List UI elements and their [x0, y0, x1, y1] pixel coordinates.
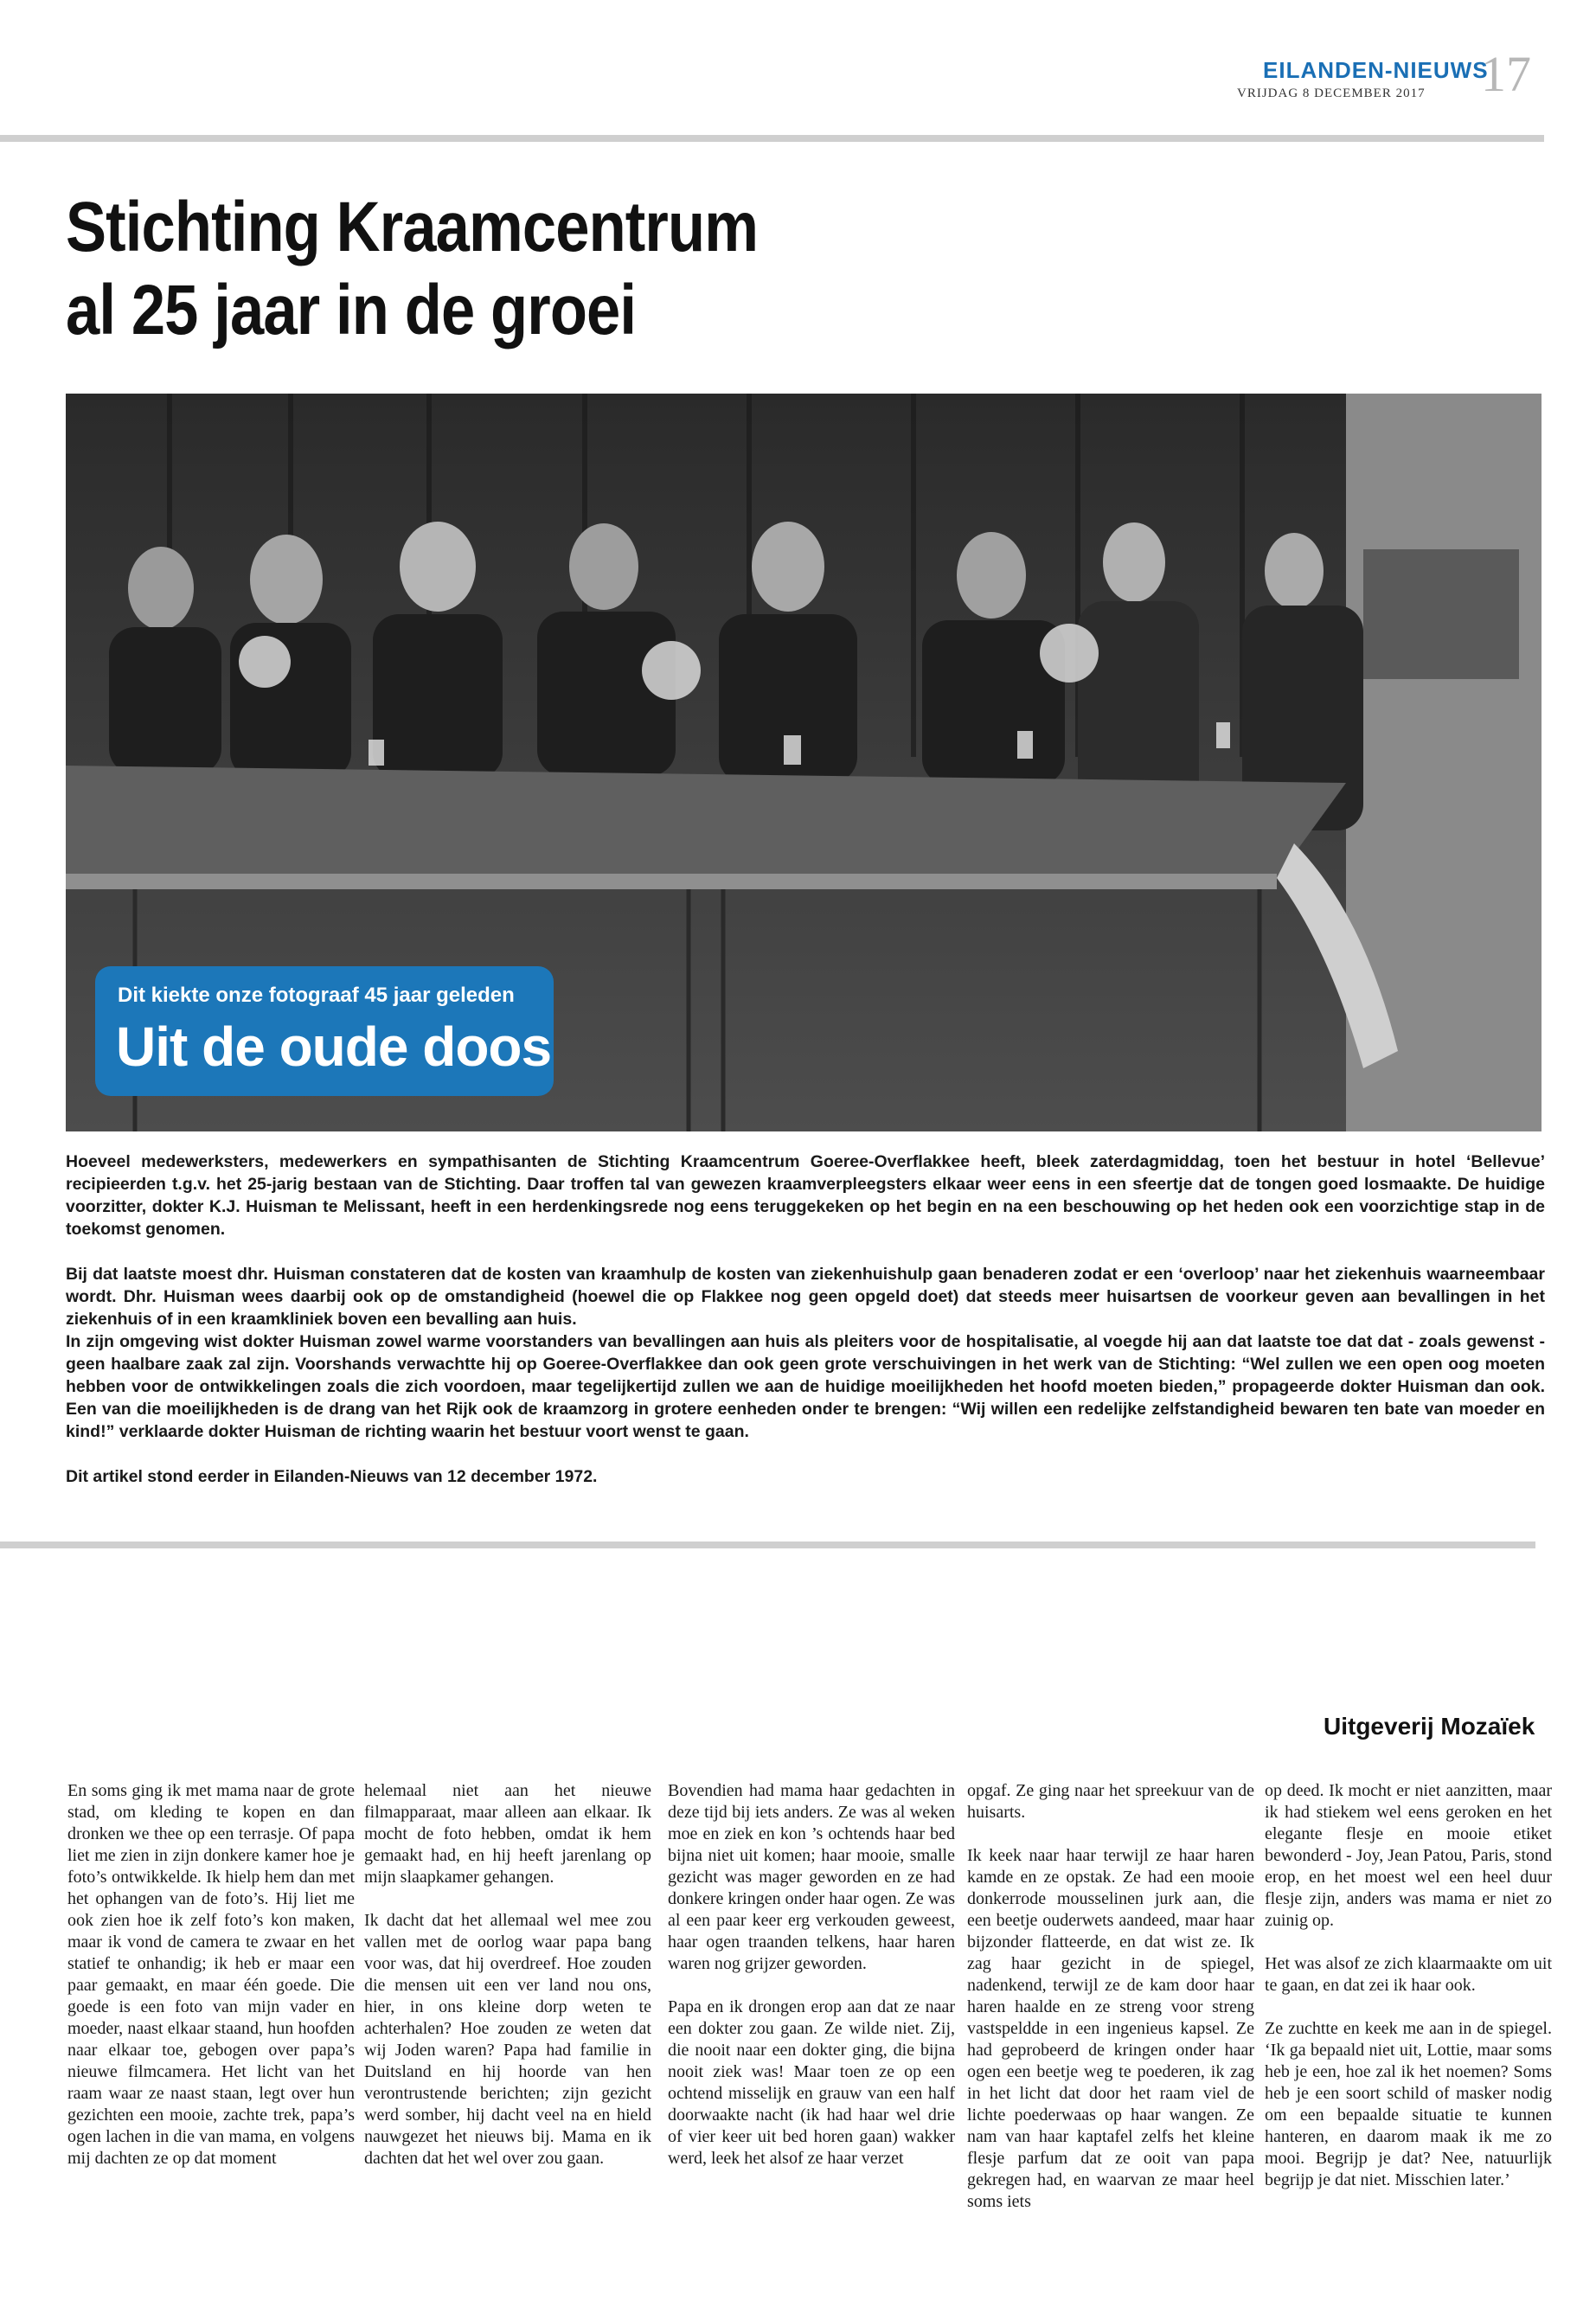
masthead-date: VRIJDAG 8 DECEMBER 2017 — [1237, 87, 1426, 100]
badge-kicker: Dit kiekte onze fotograaf 45 jaar geleden — [118, 984, 515, 1007]
page-number: 17 — [1481, 46, 1531, 102]
publisher-credit: Uitgeverij Mozaïek — [1324, 1713, 1535, 1740]
story-paragraph: Papa en ik drongen erop aan dat ze naar een dokter zou gaan. Ze wilde niet. Zij, die nooit naar een dokter ging, die bijna nooit ziek was! Maar toen ze op een ochtend misselijk en grauw van een half doorwaakte nacht (ik had haar wel drie of vier keer uit bed horen gaan) wakker werd, leek het alsof ze haar verzet — [668, 1997, 955, 2168]
section-rule — [0, 1541, 1535, 1548]
headline-line-1: Stichting Kraamcentrum — [66, 188, 759, 266]
article-paragraph: Hoeveel medewerksters, medewerkers en sympathisanten de Stichting Kraamcentrum Goeree-Overflakkee heeft, bleek zaterdagmiddag, toen het bestuur in hotel ‘Bellevue’ recipieerden t.g.v. het 25-jarig bestaan van de Stichting. Daar troffen tal van gewezen kraamverpleegsters elkaar weer eens in een sfeertje dat de tongen goed losmaakte. De huidige voorzitter, dokter K.J. Huisman te Melissant, heeft in een herdenkingsrede nog eens teruggekeken op het begin en na een beschouwing op het heden ook een voorzichtige stap in de toekomst genomen. — [66, 1152, 1545, 1239]
article-body — [66, 1150, 1545, 1510]
story-paragraph: opgaf. Ze ging naar het spreekuur van de huisarts. — [967, 1781, 1254, 1822]
masthead-logo: EILANDEN-NIEUWS — [1263, 57, 1489, 83]
story-paragraph: op deed. Ik mocht er niet aanzitten, maar ik had stiekem wel eens geroken en het elegante flesje en mooie etiket bewonderd - Joy, Jean Patou, Paris, stond erop, en het moest wel een heel duur flesje zijn, anders was mama er niet zo zuinig op. — [1265, 1781, 1552, 1930]
story-column-1 — [67, 1780, 355, 2191]
story-paragraph: Ik dacht dat het allemaal wel mee zou vallen met de oorlog waar papa bang voor was, dat hij overdreef. Hoe zouden die mensen uit een ver land nou ons, hier, in ons kleine dorp weten te achterhalen? Hoe zouden ze weten dat wij Joden waren? Papa had familie in Duitsland en hij hoorde van hen verontrustende berichten; zijn gezicht werd somber, hij dacht veel na en hield nauwgezet het nieuws bij. Mama en ik dachten dat het wel over zou gaan. — [364, 1911, 651, 2168]
article-source-note: Dit artikel stond eerder in Eilanden-Nieuws van 12 december 1972. — [66, 1467, 598, 1486]
badge-title: Uit de oude doos — [116, 1016, 552, 1078]
article-paragraph: Bij dat laatste moest dhr. Huisman constateren dat de kosten van kraamhulp de kosten van ziekenhuishulp gaan benaderen zodat er een ‘overloop’ naar het ziekenhuis waarneembaar wordt. Dhr. Huisman wees daarbij ook op de omstandigheid (hoewel die op Flakkee nog geen opgeld doet) dat steeds meer huisartsen de voorkeur geven aan bevallingen in het ziekenhuis of in een kraamkliniek boven een bevalling aan huis. — [66, 1265, 1545, 1329]
story-paragraph: Het was alsof ze zich klaarmaakte om uit te gaan, en dat zei ik haar ook. — [1265, 1954, 1552, 1995]
headline-line-2: al 25 jaar in de groei — [66, 271, 637, 349]
story-column-3 — [668, 1780, 955, 2191]
top-rule — [0, 135, 1544, 142]
retro-badge — [95, 966, 554, 1096]
story-column-5 — [1265, 1780, 1552, 2213]
story-paragraph: Ik keek naar haar terwijl ze haar haren kamde en ze opstak. Ze had een mooie donkerrode mousselinen jurk aan, die een beetje ouderwets aandeed, maar haar bijzonder flatteerde, en dat wist ze. Ik zag haar gezicht in de spiegel, nadenkend, terwijl ze de kam door haar haren haalde en ze streng voor streng vastspeldde in een ingenieus kapsel. Ze had geprobeerd de kringen onder haar ogen een beetje weg te poederen, ik zag in het licht dat door het raam viel de lichte poederwaas op haar wangen. Ze nam van haar kaptafel zelfs het kleine flesje parfum dat ze ooit van papa gekregen had, en waarvan ze maar heel soms iets — [967, 1846, 1254, 2211]
story-column-4 — [967, 1780, 1254, 2234]
story-paragraph: En soms ging ik met mama naar de grote stad, om kleding te kopen en dan dronken we thee op een terrasje. Of papa liet me zien in zijn donkere kamer hoe je foto’s ontwikkelde. Ik hielp hem dan met het ophangen van de foto’s. Hij liet me ook zien hoe ik zelf foto’s kon maken, maar ik vond de camera te zwaar en het statief te onhandig; ik heb er maar een paar gemaakt, en maar één goede. Die goede is een foto van mijn vader en moeder, naast elkaar staand, hun hoofden naar elkaar toe, gebogen over papa’s nieuwe filmcamera. Het licht van het raam waar ze naast staan, legt over hun gezichten een mooie, zachte trek, papa’s ogen lachen in die van mama, en volgens mij dachten ze op dat moment — [67, 1781, 355, 2168]
story-paragraph: Ze zuchtte en keek me aan in de spiegel. ‘Ik ga bepaald niet uit, Lottie, maar soms heb je een, hoe zal ik het noemen? Soms heb je een soort schild of masker nodig om een bepaalde situatie te kunnen hanteren, en daarom maak ik me zo mooi. Begrijp je dat? Nee, natuurlijk begrijp je dat niet. Misschien later.’ — [1265, 2019, 1552, 2189]
headline — [66, 186, 758, 352]
story-paragraph: helemaal niet aan het nieuwe filmapparaat, maar alleen aan elkaar. Ik mocht de foto hebben, omdat ik hem gemaakt had, en hij heeft jarenlang op mijn slaapkamer gehangen. — [364, 1781, 651, 1887]
article-paragraph: In zijn omgeving wist dokter Huisman zowel warme voorstanders van bevallingen aan huis als pleiters voor de hospitalisatie, al voegde hij aan dat laatste toe dat dat - zoals gewenst - geen haalbare zaak zal zijn. Voorshands verwachtte hij op Goeree-Overflakkee dan ook geen grote verschuivingen in het werk van de Stichting: “Wel zullen we een open oog moeten hebben voor de ontwikkelingen zoals die zich voordoen, maar tegelijkertijd zullen we aan de huidige moeilijkheden het hoofd moeten bieden,” propageerde dokter Huisman dan ook. Een van die moeilijkheden is de drang van het Rijk ook de kraamzorg in grotere eenheden onder te brengen: “Wij willen een redelijke zelfstandigheid bewaren ten bate van moeder en kind!” verklaarde dokter Huisman de richting waarin het bestuur voort wenst te gaan. — [66, 1332, 1545, 1441]
story-paragraph: Bovendien had mama haar gedachten in deze tijd bij iets anders. Ze was al weken moe en ziek en kon ’s ochtends haar bed bijna niet uit komen; haar mooie, smalle gezicht was mager geworden en ze had donkere kringen onder haar ogen. Ze was al een paar keer erg verkouden geweest, haar ogen traanden telkens, haar haren waren nog grijzer geworden. — [668, 1781, 955, 1973]
story-column-2 — [364, 1780, 651, 2191]
